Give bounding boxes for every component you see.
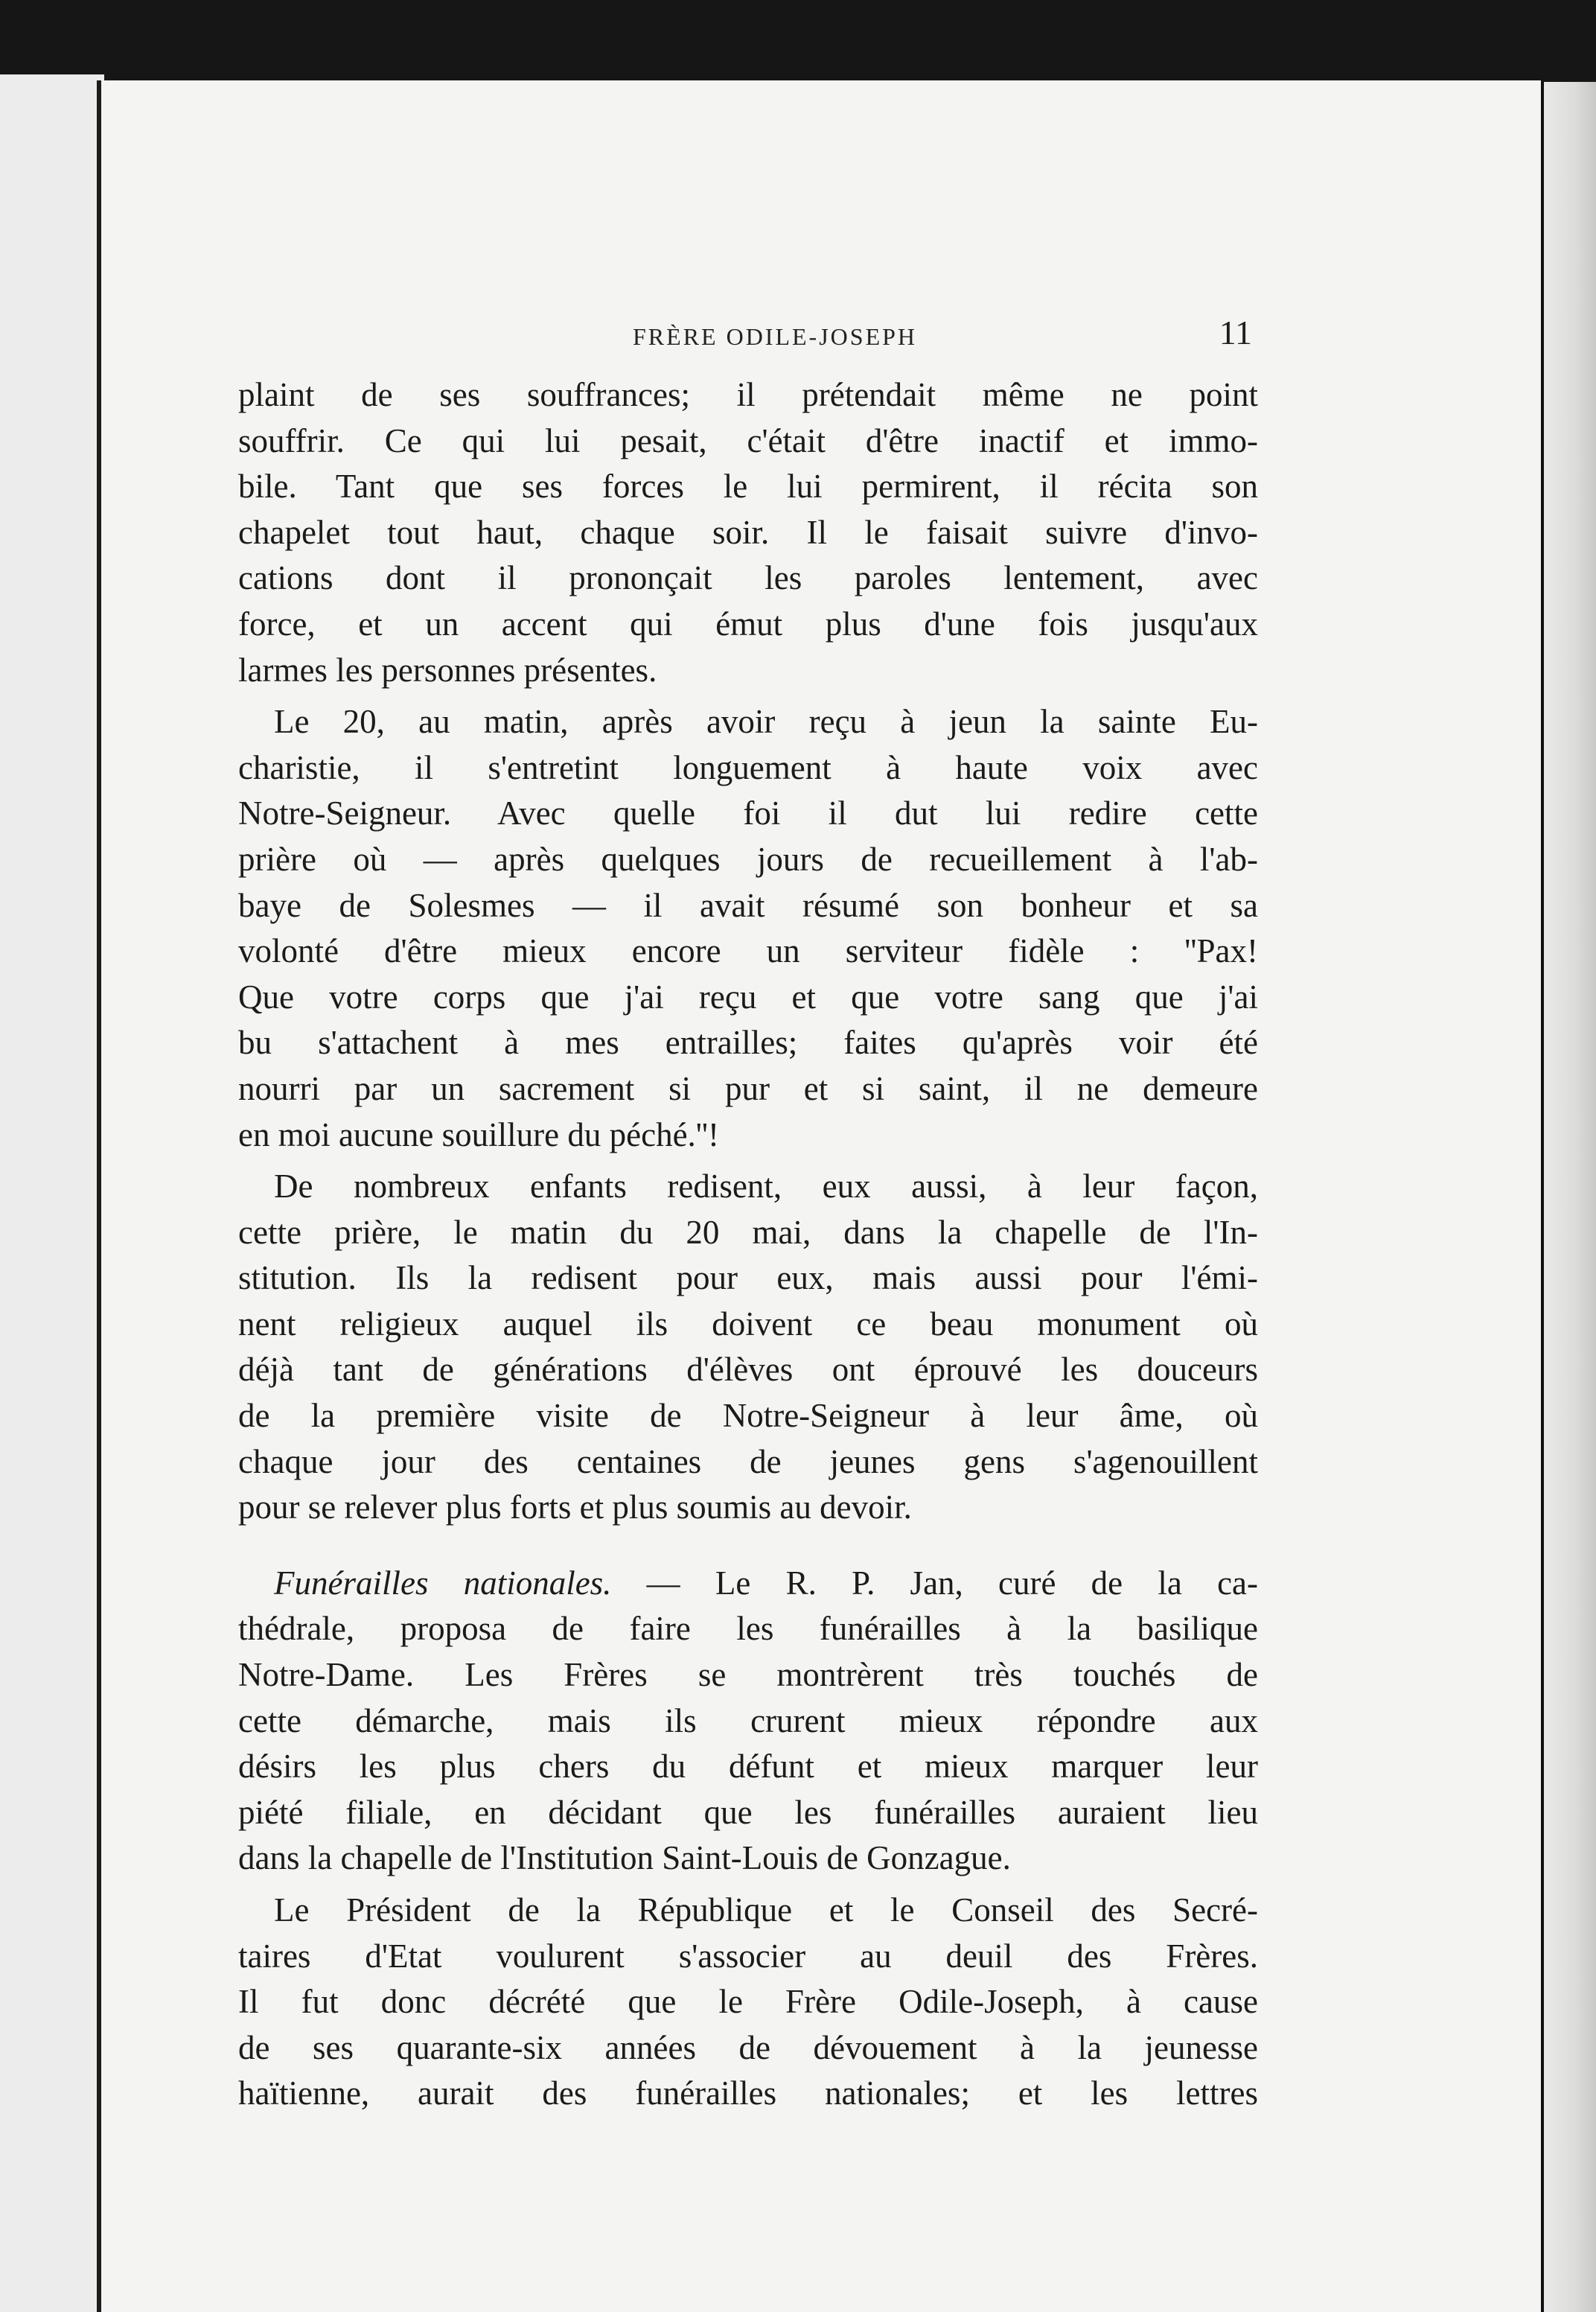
paragraph-3 bbox=[238, 1164, 1258, 1531]
scan-top-border bbox=[0, 0, 1596, 82]
text-line: bu s'attachent à mes entrailles; faites qu'après voir été bbox=[238, 1024, 1258, 1062]
page-number: 11 bbox=[1219, 313, 1252, 351]
text-line: cations dont il prononçait les paroles lentement, avec bbox=[238, 559, 1258, 597]
paragraph-1 bbox=[238, 372, 1258, 693]
text-line: prière où — après quelques jours de recueillement à l'ab- bbox=[238, 840, 1258, 878]
text-line: Le 20, au matin, après avoir reçu à jeun la sainte Eu- bbox=[274, 703, 1258, 741]
text-line: volonté d'être mieux encore un serviteur fidèle : ''Pax! bbox=[238, 932, 1258, 970]
text-line: De nombreux enfants redisent, eux aussi, à leur façon, bbox=[274, 1168, 1258, 1206]
text-line: de la première visite de Notre-Seigneur à leur âme, où bbox=[238, 1397, 1258, 1435]
paragraph-5 bbox=[238, 1888, 1258, 2117]
page-edge-shadow bbox=[1544, 82, 1596, 2312]
text-line: plaint de ses souffrances; il prétendait même ne point bbox=[238, 376, 1258, 413]
text-line: cette prière, le matin du 20 mai, dans la chapelle de l'In- bbox=[238, 1213, 1258, 1251]
body-text bbox=[238, 372, 1258, 2117]
running-title: FRÈRE ODILE-JOSEPH bbox=[633, 323, 918, 350]
paragraph-4 bbox=[238, 1561, 1258, 1882]
text-line: chapelet tout haut, chaque soir. Il le faisait suivre d'invo- bbox=[238, 513, 1258, 551]
text-line: thédrale, proposa de faire les funérailles à la basilique bbox=[238, 1610, 1258, 1648]
section-heading: Funérailles nationales. bbox=[274, 1564, 612, 1602]
text-line: baye de Solesmes — il avait résumé son bonheur et sa bbox=[238, 886, 1258, 924]
text-line: cette démarche, mais ils crurent mieux répondre aux bbox=[238, 1701, 1258, 1739]
text-line: chaque jour des centaines de jeunes gens s'agenouillent bbox=[238, 1442, 1258, 1480]
text-line: nourri par un sacrement si pur et si saint, il ne demeure bbox=[238, 1069, 1258, 1107]
text-line: pour se relever plus forts et plus soumis au devoir. bbox=[238, 1488, 912, 1526]
text-line: haïtienne, aurait des funérailles nationales; et les lettres bbox=[238, 2074, 1258, 2112]
text-line bbox=[238, 1561, 1258, 1607]
text-line: piété filiale, en décidant que les funérailles auraient lieu bbox=[238, 1793, 1258, 1831]
scan-left-border bbox=[0, 74, 104, 2312]
text-line: souffrir. Ce qui lui pesait, c'était d'être inactif et immo- bbox=[238, 421, 1258, 459]
text-line: Notre-Seigneur. Avec quelle foi il dut lui redire cette bbox=[238, 794, 1258, 832]
text-fragment: — Le R. P. Jan, curé de la ca- bbox=[611, 1564, 1258, 1602]
text-line: dans la chapelle de l'Institution Saint-Louis de Gonzague. bbox=[238, 1839, 1011, 1877]
text-line: taires d'Etat voulurent s'associer au deuil des Frères. bbox=[238, 1937, 1258, 1975]
text-line: nent religieux auquel ils doivent ce beau monument où bbox=[238, 1305, 1258, 1343]
text-line: de ses quarante-six années de dévouement à la jeunesse bbox=[238, 2028, 1258, 2066]
text-line: force, et un accent qui émut plus d'une fois jusqu'aux bbox=[238, 605, 1258, 643]
text-line: larmes les personnes présentes. bbox=[238, 651, 657, 689]
paragraph-2 bbox=[238, 699, 1258, 1158]
text-line: Le Président de la République et le Conseil des Secré- bbox=[274, 1891, 1258, 1929]
text-line: charistie, il s'entretint longuement à haute voix avec bbox=[238, 748, 1258, 786]
page-header bbox=[238, 313, 1258, 365]
text-line: bile. Tant que ses forces le lui permirent, il récita son bbox=[238, 468, 1258, 506]
text-line: désirs les plus chers du défunt et mieux marquer leur bbox=[238, 1748, 1258, 1786]
text-line: en moi aucune souillure du péché.''! bbox=[238, 1115, 719, 1153]
text-line: Il fut donc décrété que le Frère Odile-Joseph, à cause bbox=[238, 1983, 1258, 2021]
text-line: stitution. Ils la redisent pour eux, mais aussi pour l'émi- bbox=[238, 1259, 1258, 1297]
text-line: Que votre corps que j'ai reçu et que votre sang que j'ai bbox=[238, 978, 1258, 1016]
text-line: déjà tant de générations d'élèves ont éprouvé les douceurs bbox=[238, 1351, 1258, 1389]
text-line: Notre-Dame. Les Frères se montrèrent très touchés de bbox=[238, 1656, 1258, 1694]
